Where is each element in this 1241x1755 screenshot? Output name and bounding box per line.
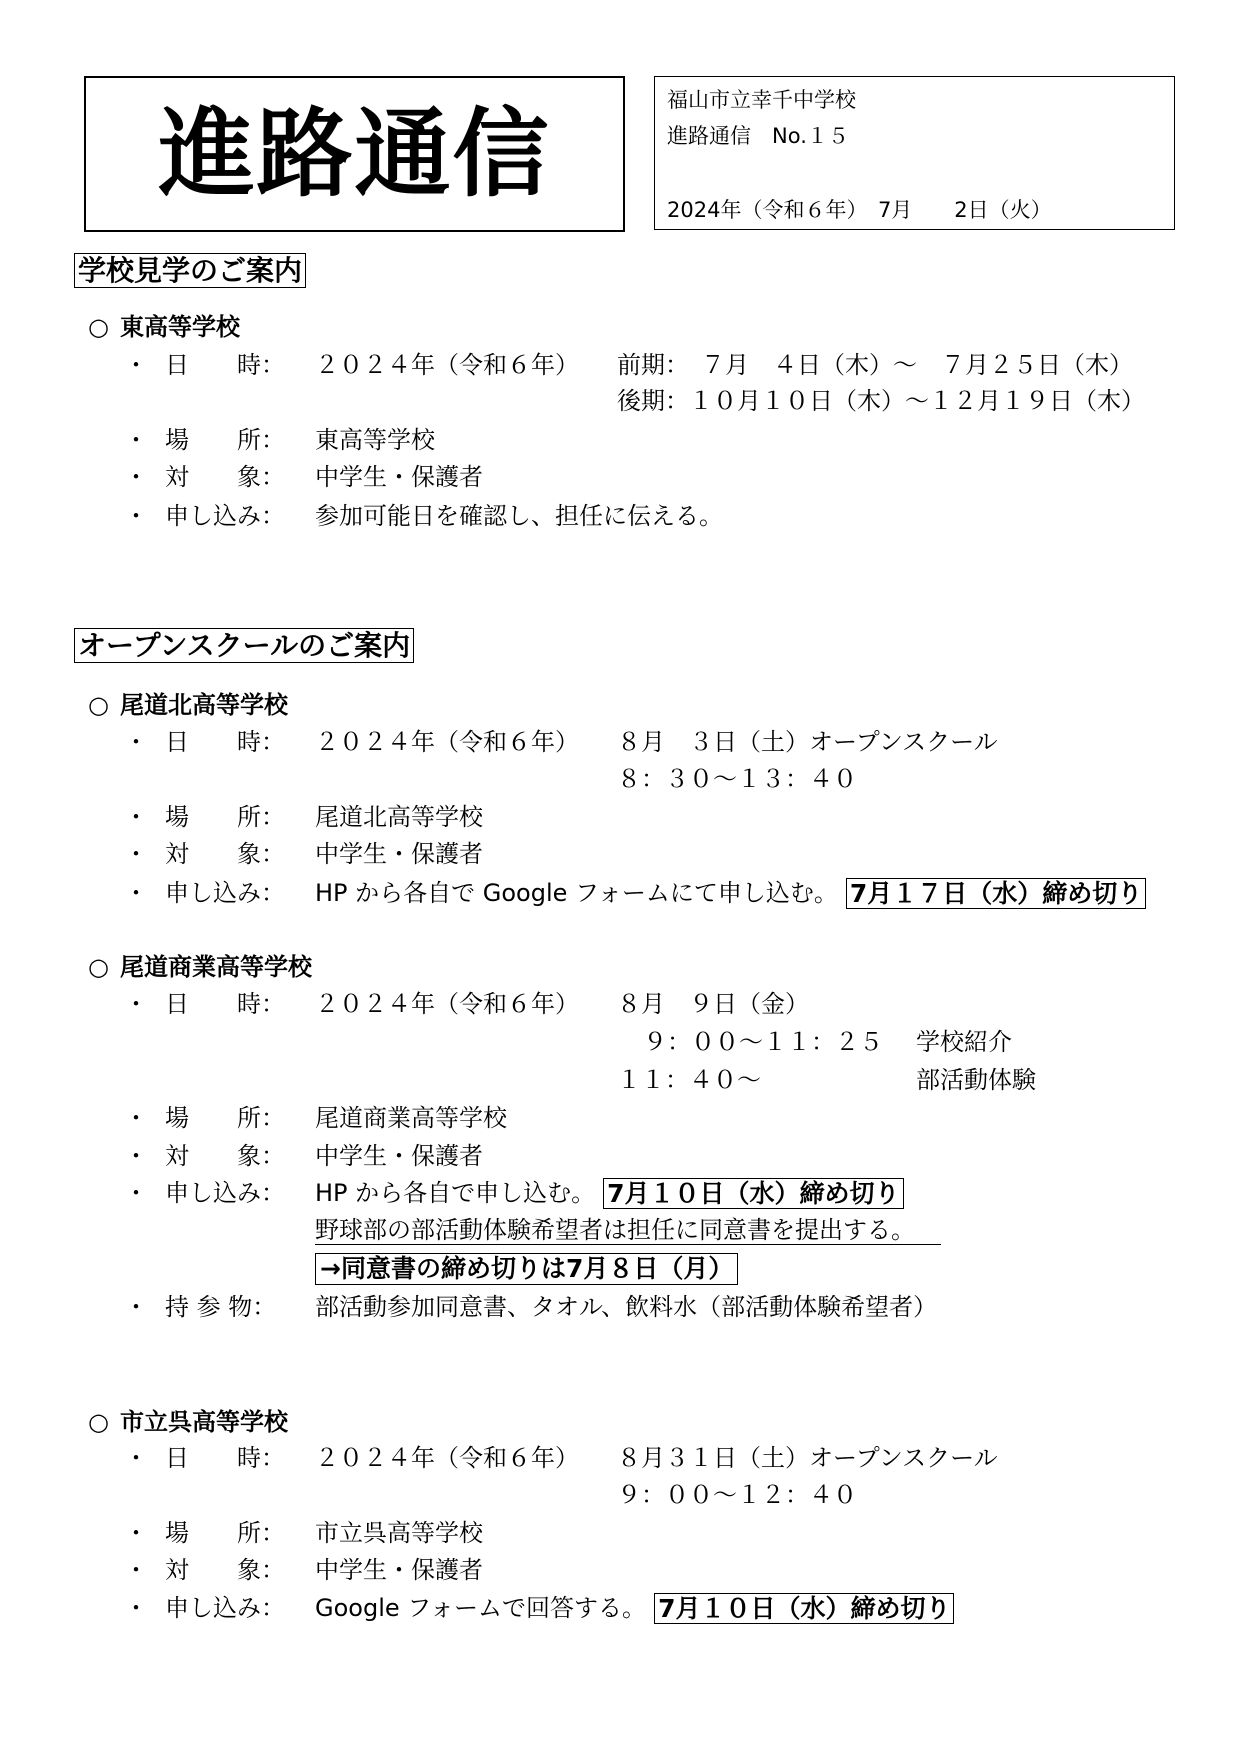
school-row-higashi [0,312,1241,342]
note-row [0,1216,1241,1246]
belongings-value: 部活動参加同意書、タオル、飲料水（部活動体験希望者） [315,1293,938,1321]
circle-marker: ○ [88,313,109,341]
datetime-row [0,350,1241,380]
apply-group [315,1593,954,1623]
bullet: ・ [124,879,148,907]
target-row [0,839,1241,869]
target-value: 中学生・保護者 [315,1142,483,1170]
label-apply: 申し込み： [165,502,285,530]
target-row [0,1141,1241,1171]
issue-number: 進路通信 No.１５ [667,124,849,148]
circle-marker: ○ [88,1408,109,1436]
label-apply: 申し込み： [165,1179,285,1207]
target-value: 中学生・保護者 [315,463,483,491]
event-date: ８月 ３日（土）オープンスクール [617,728,998,756]
apply-value: 参加可能日を確認し、担任に伝える。 [315,502,723,530]
datetime-row [0,989,1241,1019]
bullet: ・ [124,1104,148,1132]
bullet: ・ [124,463,148,491]
place-value: 尾道北高等学校 [315,803,483,831]
label-target: 対 象： [165,463,285,491]
datetime-row [0,1443,1241,1473]
label-belongings: 持 参 物： [165,1293,277,1321]
school-name-onomichi-kita: 尾道北高等学校 [120,691,288,719]
label-datetime: 日 時： [165,1444,285,1472]
event-date: ８月３１日（土）オープンスクール [617,1444,998,1472]
consent-deadline-badge: →同意書の締め切りは7月８日（月） [315,1253,738,1285]
apply-row [0,878,1241,908]
label-place: 場 所： [165,1104,285,1132]
label-target: 対 象： [165,1142,285,1170]
circle-marker: ○ [88,691,109,719]
apply-row [0,1593,1241,1623]
bullet: ・ [124,1179,148,1207]
bullet: ・ [124,1519,148,1547]
newsletter-title: 進路通信 [158,98,551,210]
school-row-onomichi-kita [0,690,1241,720]
circle-marker: ○ [88,953,109,981]
bullet: ・ [124,1556,148,1584]
label-datetime: 日 時： [165,728,285,756]
apply-row [0,501,1241,531]
place-row [0,802,1241,832]
title-box [84,76,625,232]
place-row [0,1103,1241,1133]
place-value: 尾道商業高等学校 [315,1104,507,1132]
consent-note: 野球部の部活動体験希望者は担任に同意書を提出する。 [315,1216,941,1245]
issue-date: 2024年（令和６年） 7月 2日（火） [667,198,1052,222]
apply-value: HP から各自で Google フォームにて申し込む。 [315,879,838,907]
school-name-onomichi-shogyo: 尾道商業高等学校 [120,953,312,981]
apply-group [315,878,1146,908]
label-place: 場 所： [165,426,285,454]
place-row [0,1518,1241,1548]
apply-value: HP から各自で申し込む。 [315,1179,596,1207]
deadline-badge: 7月１７日（水）締め切り [846,878,1146,909]
bullet: ・ [124,1594,148,1622]
event-time-intro: ９：００～１１：２５ [643,1028,883,1056]
event-time: ８：３０～１３：４０ [617,765,857,793]
apply-value: Google フォームで回答する。 [315,1594,647,1622]
target-value: 中学生・保護者 [315,840,483,868]
deadline-badge: 7月１０日（水）締め切り [654,1593,954,1624]
label-apply: 申し込み： [165,879,285,907]
school-name-kure: 市立呉高等学校 [120,1408,288,1436]
year-value: ２０２４年（令和６年） [315,351,579,379]
school-name: 福山市立幸千中学校 [667,88,856,112]
bullet: ・ [124,1142,148,1170]
time-row-intro [0,1027,1241,1057]
deadline-badge: 7月１０日（水）締め切り [603,1178,903,1209]
bullet: ・ [124,840,148,868]
label-target: 対 象： [165,840,285,868]
period-row [0,386,1241,416]
event-label-club: 部活動体験 [916,1066,1036,1094]
label-datetime: 日 時： [165,990,285,1018]
label-target: 対 象： [165,1556,285,1584]
issue-info-box [654,76,1175,230]
bullet: ・ [124,1444,148,1472]
event-date: ８月 ９日（金） [617,990,809,1018]
apply-row [0,1178,1241,1208]
bullet: ・ [124,728,148,756]
label-datetime: 日 時： [165,351,285,379]
bullet: ・ [124,351,148,379]
period-first: 前期： ７月 ４日（木）～ ７月２５日（木） [617,351,1133,379]
datetime-row [0,727,1241,757]
school-row-onomichi-shogyo [0,952,1241,982]
year-value: ２０２４年（令和６年） [315,728,579,756]
place-value: 市立呉高等学校 [315,1519,483,1547]
bullet: ・ [124,1293,148,1321]
year-value: ２０２４年（令和６年） [315,990,579,1018]
event-label-intro: 学校紹介 [916,1028,1012,1056]
time-row [0,1480,1241,1510]
section-heading-open-school: オープンスクールのご案内 [74,628,414,663]
belongings-row [0,1292,1241,1322]
bullet: ・ [124,502,148,530]
school-name-higashi: 東高等学校 [120,313,240,341]
target-row [0,1555,1241,1585]
bullet: ・ [124,803,148,831]
section-heading-visit: 学校見学のご案内 [74,253,306,288]
time-row [0,764,1241,794]
school-row-kure [0,1407,1241,1437]
period-second: 後期：１０月１０日（木）～１２月１９日（木） [617,387,1145,415]
apply-group [315,1178,904,1208]
place-row [0,425,1241,455]
label-place: 場 所： [165,803,285,831]
bullet: ・ [124,426,148,454]
label-place: 場 所： [165,1519,285,1547]
target-row [0,462,1241,492]
label-apply: 申し込み： [165,1594,285,1622]
event-time-club: １１：４０～ [617,1066,761,1094]
year-value: ２０２４年（令和６年） [315,1444,579,1472]
event-time: ９：００～１２：４０ [617,1481,857,1509]
time-row-club [0,1065,1241,1095]
target-value: 中学生・保護者 [315,1556,483,1584]
bullet: ・ [124,990,148,1018]
place-value: 東高等学校 [315,426,435,454]
